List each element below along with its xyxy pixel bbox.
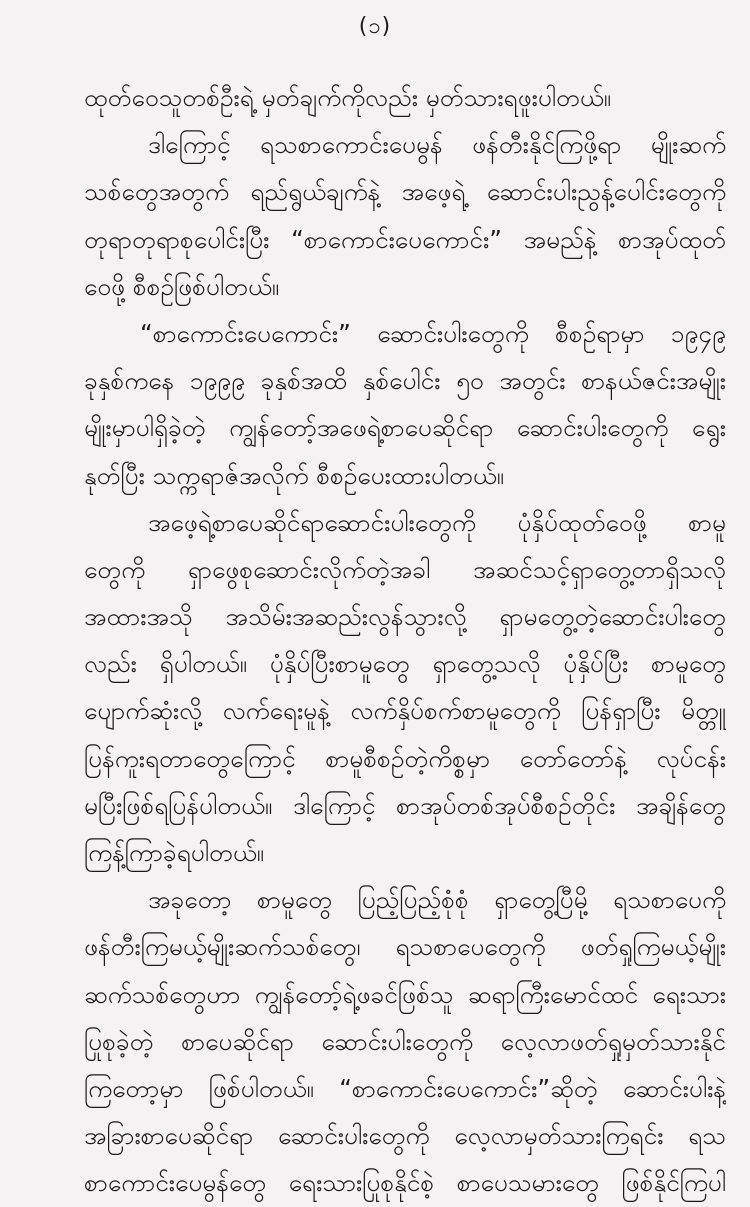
text-line: ကြတော့မှာ ဖြစ်ပါတယ်။ “စာကောင်းပေကောင်း”ဆိုတဲ့ ဆောင်းပါးနဲ့ (84, 1073, 726, 1103)
text-line: အခုတော့ စာမူတွေ ပြည့်ပြည့်စုံစုံ ရှာတွေ့ပြီမို့ ရသစာပေကို (148, 885, 726, 915)
text-line: အထားအသို အသိမ်းအဆည်းလွန်သွားလို့ ရှာမတွေ့တဲ့ဆောင်းပါးတွေ (84, 602, 726, 632)
text-line: ဆက်သစ်တွေဟာ ကျွန်တော့်ရဲ့ဖခင်ဖြစ်သူ ဆရာကြီးမောင်ထင် ရေးသား (84, 979, 726, 1009)
page-number: (၁) (358, 14, 392, 39)
text-line: ထုတ်ဝေသူတစ်ဦးရဲ့ မှတ်ချက်ကိုလည်း မှတ်သားရဖူးပါတယ်။ (84, 83, 612, 112)
text-line: မျိုးမှာပါရှိခဲ့တဲ့ ကျွန်တော့်အဖေရဲ့စာပေဆိုင်ရာ ဆောင်းပါးတွေကို ရွေး (84, 413, 726, 443)
text-line: ဖန်တီးကြမယ့်မျိုးဆက်သစ်တွေ၊ ရသစာပေတွေကို ဖတ်ရှုကြမယ့်မျိုး (84, 932, 726, 962)
text-line: တွေကို ရှာဖွေစုဆောင်းလိုက်တဲ့အခါ အဆင်သင့်ရှာတွေ့တာရှိသလို (84, 554, 726, 584)
text-line: လည်း ရှိပါတယ်။ ပုံနှိပ်ပြီးစာမူတွေ ရှာတွေ့သလို ပုံနှိပ်ပြီး စာမူတွေ (84, 649, 726, 679)
text-line: မပြီးဖြစ်ရပြန်ပါတယ်။ ဒါကြောင့် စာအုပ်တစ်အုပ်စီစဉ်တိုင်း အချိန်တွေ (84, 790, 726, 820)
text-line: ကြန့်ကြာခဲ့ရပါတယ်။ (84, 838, 265, 867)
text-line: ပျောက်ဆုံးလို့ လက်ရေးမူနဲ့ လက်နှိပ်စက်စာမူတွေကို ပြန်ရှာပြီး မိတ္တူ (84, 696, 726, 726)
text-line: စာကောင်းပေမွန်တွေ ရေးသားပြုစုနိုင်စဲ့ စာပေသမားတွေ ဖြစ်နိုင်ကြပါ (84, 1168, 726, 1198)
body-text (84, 74, 726, 1207)
text-line: ပြုစုခဲ့တဲ့ စာပေဆိုင်ရာ ဆောင်းပါးတွေကို လေ့လာဖတ်ရှုမှတ်သားနိုင် (84, 1026, 726, 1056)
text-line: ဝေဖို့ စီစဉ်ဖြစ်ပါတယ်။ (84, 271, 280, 301)
text-line: နုတ်ပြီး သက္ကရာဇ်အလိုက် စီစဉ်ပေးထားပါတယ်။ (84, 460, 505, 490)
text-line: တုရာတုရာစုပေါင်းပြီး “စာကောင်းပေကောင်း” အမည်နဲ့ စာအုပ်ထုတ် (84, 224, 726, 254)
text-line: အဖေ့ရဲ့စာပေဆိုင်ရာဆောင်းပါးတွေကို ပုံနှိပ်ထုတ်ဝေဖို့ စာမူ (148, 507, 726, 537)
text-line: သစ်တွေအတွက် ရည်ရွယ်ချက်နဲ့ အဖေ့ရဲ့ ဆောင်းပါးညွန့်ပေါင်းတွေကို (84, 177, 726, 207)
text-line: ခုနှစ်ကနေ ၁၉၉၉ ခုနှစ်အထိ နှစ်ပေါင်း ၅၀ အတွင်း စာနယ်ဇင်းအမျိုး (84, 366, 726, 396)
text-line: “စာကောင်းပေကောင်း” ဆောင်းပါးတွေကို စီစဉ်ရာမှာ ၁၉၄၉ (140, 318, 726, 348)
text-line: ဒါကြောင့် ရသစာကောင်းပေမွန် ဖန်တီးနိုင်ကြဖို့ရာ မျိုးဆက် (148, 130, 726, 160)
text-line: ပြန်ကူးရတာတွေကြောင့် စာမူစီစဉ်တဲ့ကိစ္စမှာ တော်တော်နဲ့ လုပ်ငန်း (84, 743, 726, 773)
text-line: အခြားစာပေဆိုင်ရာ ဆောင်းပါးတွေကို လေ့လာမှတ်သားကြရင်း ရသ (84, 1121, 726, 1151)
